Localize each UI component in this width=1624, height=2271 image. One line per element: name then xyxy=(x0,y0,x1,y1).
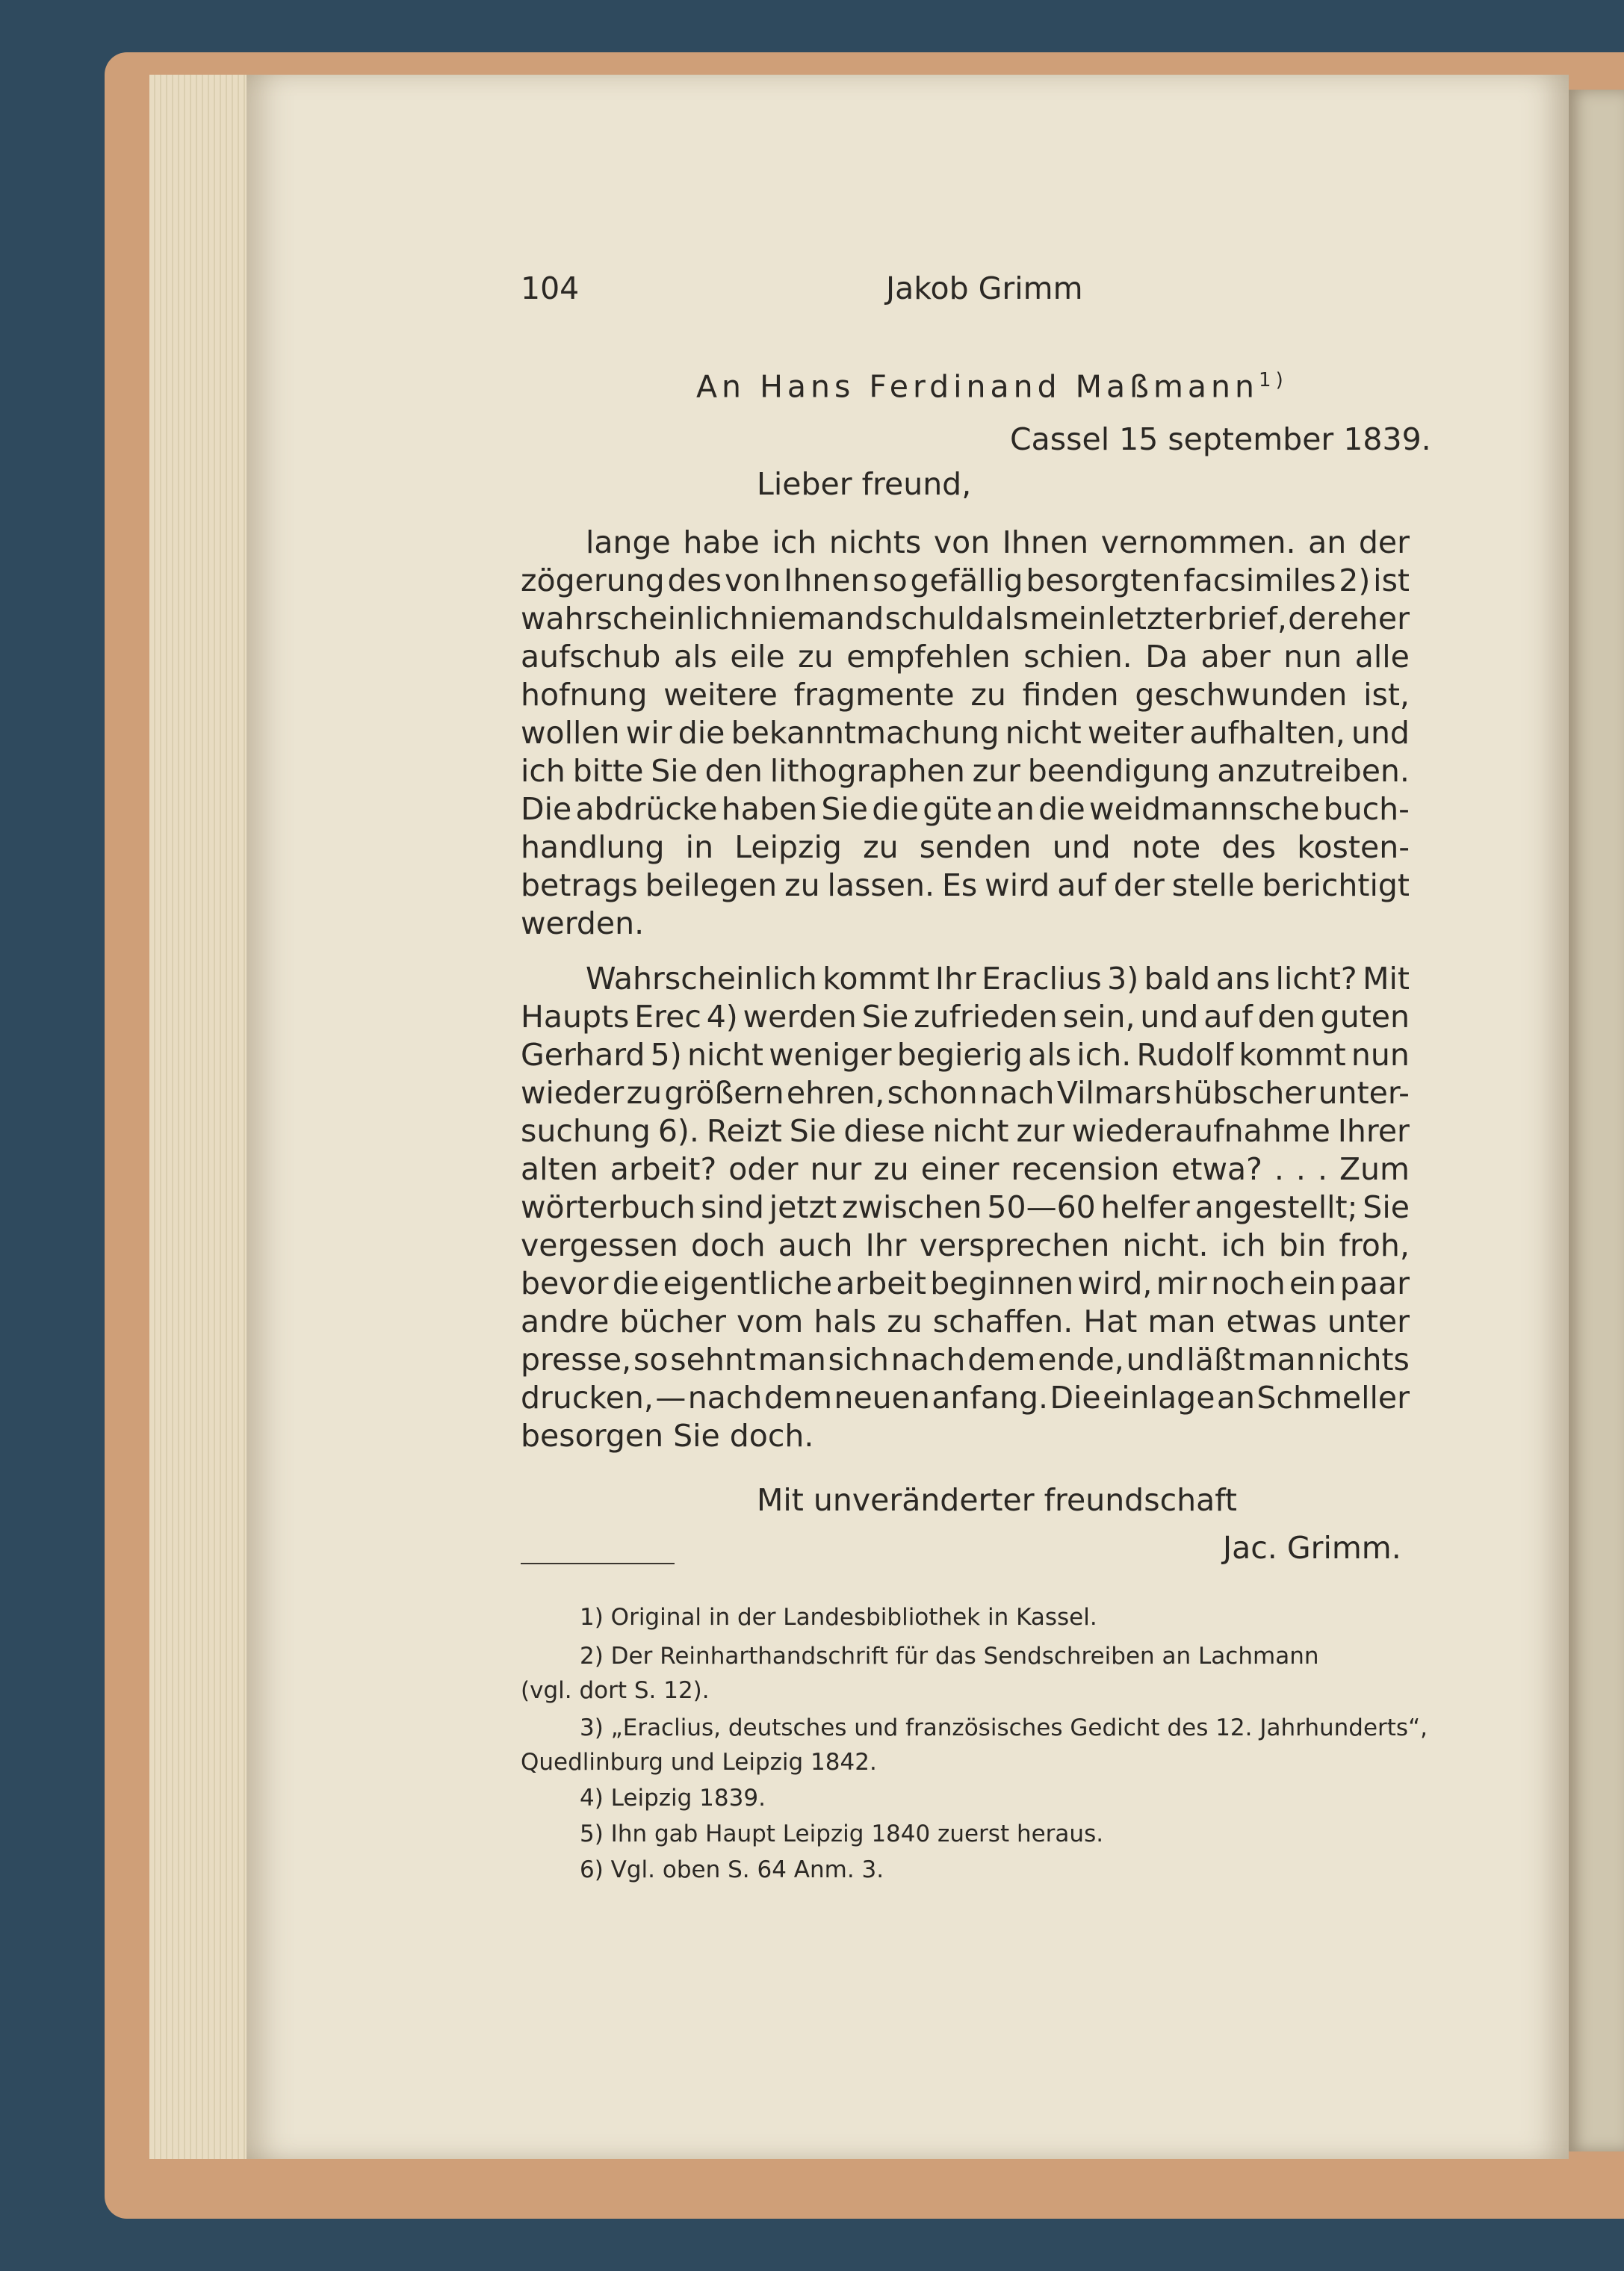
text-line: wahrscheinlich niemand schuld als mein letzter brief, der eher xyxy=(521,601,1410,636)
footnote-continuation: (vgl. dort S. 12). xyxy=(521,1677,710,1704)
page-number: 104 xyxy=(521,270,580,306)
footnote: 5) Ihn gab Haupt Leipzig 1840 zuerst heraus. xyxy=(580,1821,1104,1847)
text-line: andre bücher vom hals zu schaffen. Hat man etwas unter xyxy=(521,1304,1410,1339)
footnote-continuation: Quedlinburg und Leipzig 1842. xyxy=(521,1749,877,1776)
text-line: alten arbeit? oder nur zu einer recension etwa? . . . Zum xyxy=(521,1151,1410,1187)
text-line: presse, so sehnt man sich nach dem ende, und läßt man nichts xyxy=(521,1342,1410,1378)
footnote: 4) Leipzig 1839. xyxy=(580,1785,766,1812)
running-title: Jakob Grimm xyxy=(886,270,1083,306)
text-line: handlung in Leipzig zu senden und note des kosten- xyxy=(521,829,1410,865)
text-line: wieder zu größern ehren, schon nach Vilmars hübscher unter- xyxy=(521,1075,1410,1111)
text-line: werden. xyxy=(521,905,645,941)
text-line: hofnung weitere fragmente zu finden geschwunden ist, xyxy=(521,677,1410,713)
text-line: wörterbuch sind jetzt zwischen 50—60 helfer angestellt; Sie xyxy=(521,1189,1410,1225)
heading-footnote-ref: 1) xyxy=(1259,369,1288,391)
next-page-edge xyxy=(1569,90,1624,2151)
text-line: vergessen doch auch Ihr versprechen nicht. ich bin froh, xyxy=(521,1227,1410,1263)
place-date: Cassel 15 september 1839. xyxy=(1010,421,1431,457)
text-line: aufschub als eile zu empfehlen schien. Da aber nun alle xyxy=(521,639,1410,675)
text-line: zögerung des von Ihnen so gefällig besorgten facsimiles 2) ist xyxy=(521,563,1410,598)
footnote-rule xyxy=(521,1563,675,1564)
text-line: lange habe ich nichts von Ihnen vernommen. an der xyxy=(586,524,1410,560)
text-line: bevor die eigentliche arbeit beginnen wird, mir noch ein paar xyxy=(521,1265,1410,1301)
text-line: Wahrscheinlich kommt Ihr Eraclius 3) bald ans licht? Mit xyxy=(586,961,1410,997)
signature: Jac. Grimm. xyxy=(1223,1530,1401,1566)
footnote: 1) Original in der Landesbibliothek in Kassel. xyxy=(580,1604,1097,1631)
heading-text: An Hans Ferdinand Maßmann xyxy=(696,368,1259,405)
text-line: suchung 6). Reizt Sie diese nicht zur wiederaufnahme Ihrer xyxy=(521,1113,1410,1149)
text-line: wollen wir die bekanntmachung nicht weiter aufhalten, und xyxy=(521,715,1410,751)
footnote: 2) Der Reinharthandschrift für das Sendschreiben an Lachmann xyxy=(580,1643,1319,1670)
text-line: besorgen Sie doch. xyxy=(521,1418,814,1454)
text-line: ich bitte Sie den lithographen zur beendigung anzutreiben. xyxy=(521,753,1410,789)
text-line: Die abdrücke haben Sie die güte an die weidmannsche buch- xyxy=(521,791,1410,827)
closing: Mit unveränderter freundschaft xyxy=(757,1482,1238,1518)
footnote: 6) Vgl. oben S. 64 Anm. 3. xyxy=(580,1856,884,1883)
text-line: drucken, — nach dem neuen anfang. Die einlage an Schmeller xyxy=(521,1380,1410,1416)
salutation: Lieber freund, xyxy=(757,466,972,502)
footnote: 3) „Eraclius, deutsches und französisches Gedicht des 12. Jahrhunderts“, xyxy=(580,1714,1428,1741)
text-line: betrags beilegen zu lassen. Es wird auf der stelle berichtigt xyxy=(521,867,1410,903)
text-line: Gerhard 5) nicht weniger begierig als ich. Rudolf kommt nun xyxy=(521,1037,1410,1073)
text-line: Haupts Erec 4) werden Sie zufrieden sein, und auf den guten xyxy=(521,999,1410,1035)
letter-heading xyxy=(696,368,1288,405)
